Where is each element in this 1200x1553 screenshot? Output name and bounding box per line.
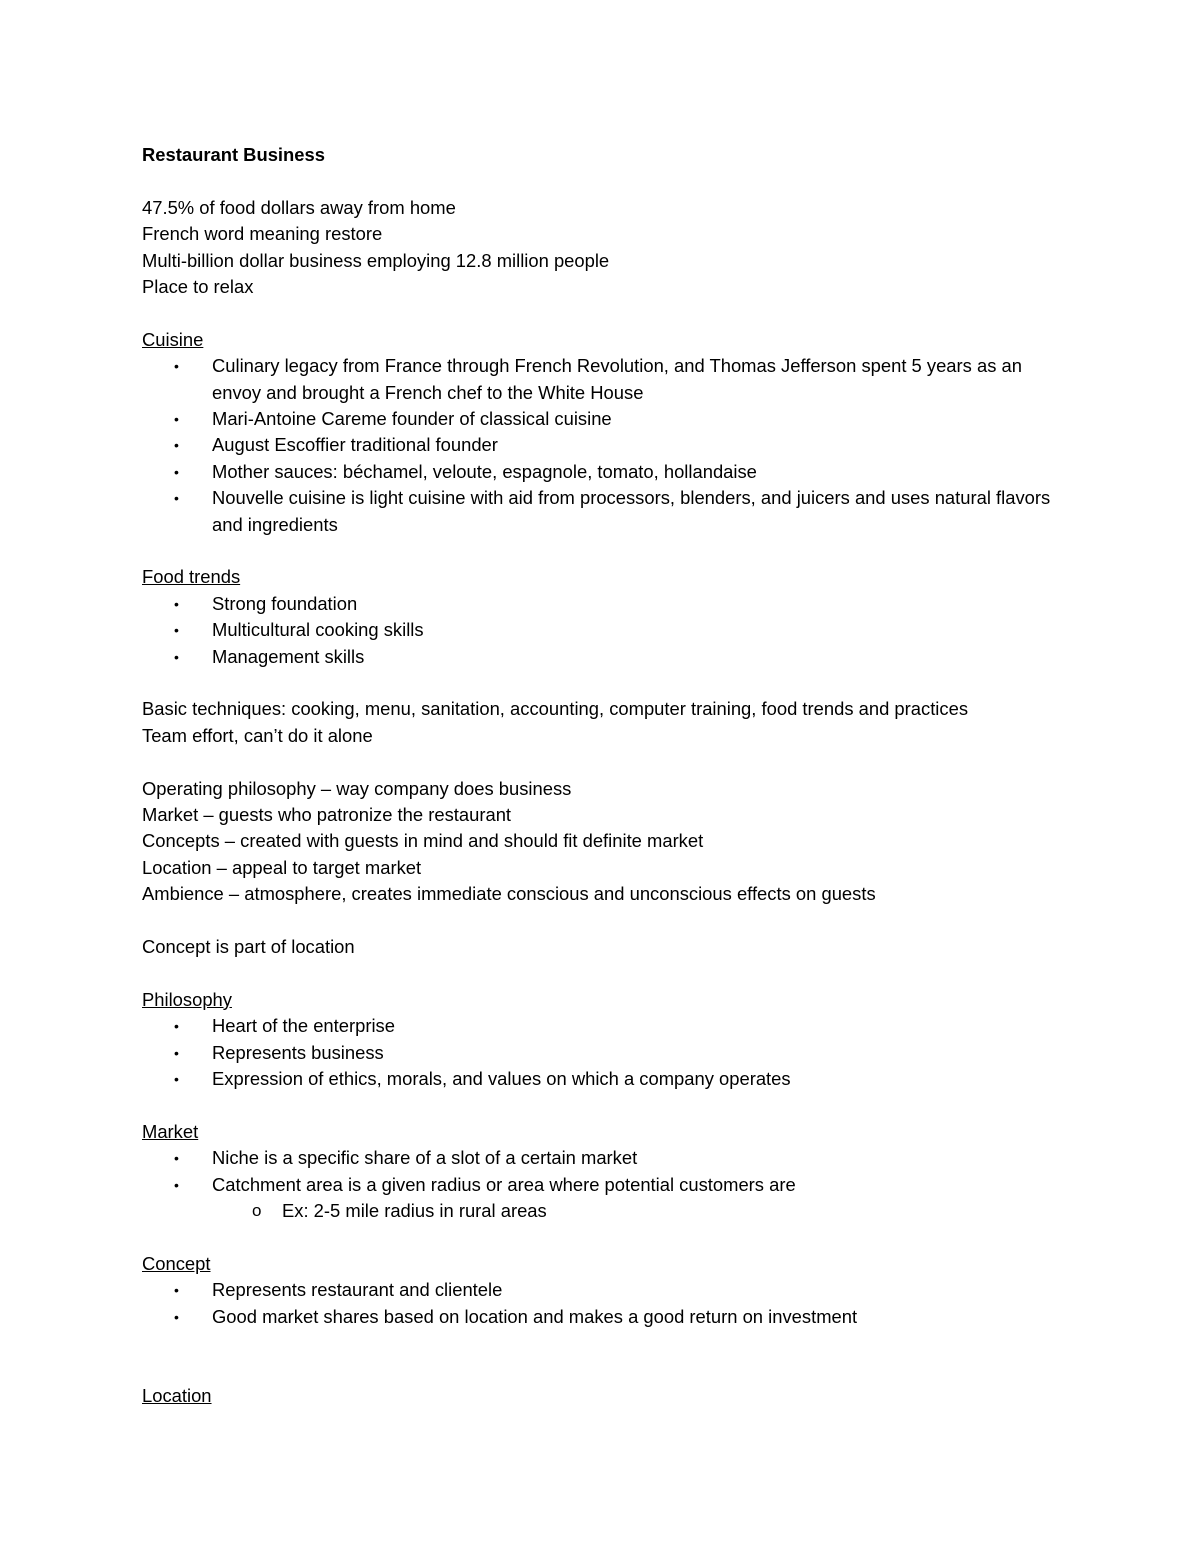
list-item-text: August Escoffier traditional founder — [212, 434, 498, 456]
list-item — [174, 1304, 1072, 1330]
bullet-icon: • — [174, 437, 179, 454]
spacer — [142, 538, 1072, 564]
list-item-text: Management skills — [212, 645, 365, 667]
bullet-icon: • — [174, 1150, 179, 1167]
spacer — [142, 300, 1072, 326]
sub-bullet-icon: o — [252, 1201, 262, 1221]
list-item-text: Mother sauces: béchamel, veloute, espagnole, tomato, hollandaise — [212, 460, 757, 482]
section-heading-philosophy: Philosophy — [142, 988, 232, 1010]
definition-line: Location – appeal to target market — [142, 856, 422, 878]
cuisine-list — [142, 353, 1072, 538]
definition-line: Operating philosophy – way company does business — [142, 777, 572, 799]
basics-block — [142, 696, 1072, 749]
list-item — [174, 1277, 1072, 1303]
definition-line: Market – guests who patronize the restaurant — [142, 804, 512, 826]
list-item-text: Heart of the enterprise — [212, 1015, 395, 1037]
bullet-icon: • — [174, 358, 179, 375]
bullet-icon: • — [174, 1071, 179, 1088]
bullet-icon: • — [174, 1308, 179, 1325]
philosophy-list — [142, 1013, 1072, 1092]
list-item-text: Good market shares based on location and makes a good return on investment — [212, 1305, 858, 1327]
list-item — [174, 1172, 1072, 1225]
list-item — [174, 459, 1072, 485]
list-item-text: Mari-Antoine Careme founder of classical cuisine — [212, 408, 612, 430]
intro-line: Multi-billion dollar business employing 12.8 million people — [142, 249, 610, 271]
bullet-icon: • — [174, 490, 179, 507]
list-item-text: Niche is a specific share of a slot of a certain market — [212, 1147, 638, 1169]
bullet-icon: • — [174, 595, 179, 612]
definition-line: Ambience – atmosphere, creates immediate conscious and unconscious effects on guests — [142, 883, 876, 905]
list-item — [174, 644, 1072, 670]
bullet-icon: • — [174, 1282, 179, 1299]
section-heading-market: Market — [142, 1120, 199, 1142]
section-heading-food-trends: Food trends — [142, 566, 241, 588]
list-item-text: Culinary legacy from France through French Revolution, and Thomas Jefferson spent 5 years as an envoy and brought a French chef to the White House — [212, 355, 1022, 403]
list-item — [174, 1145, 1072, 1171]
concept-list — [142, 1277, 1072, 1330]
list-item — [174, 485, 1052, 538]
paragraph-line: Team effort, can’t do it alone — [142, 724, 373, 746]
bullet-icon: • — [174, 648, 179, 665]
document-page — [142, 142, 1072, 1409]
intro-line: 47.5% of food dollars away from home — [142, 196, 456, 218]
sub-list-item — [252, 1198, 1072, 1224]
list-item — [174, 617, 1072, 643]
bullet-icon: • — [174, 1018, 179, 1035]
list-item-text: Expression of ethics, morals, and values on which a company operates — [212, 1068, 791, 1090]
list-item — [174, 432, 1072, 458]
section-heading-concept: Concept — [142, 1252, 211, 1274]
list-item-text: Catchment area is a given radius or area where potential customers are — [212, 1173, 796, 1195]
list-item — [174, 1013, 1072, 1039]
intro-line: Place to relax — [142, 276, 254, 298]
spacer — [142, 1357, 1072, 1383]
spacer — [142, 908, 1072, 934]
paragraph-line: Basic techniques: cooking, menu, sanitation, accounting, computer training, food trends and practices — [142, 698, 969, 720]
market-list — [142, 1145, 1072, 1224]
food-trends-list — [142, 591, 1072, 670]
list-item-text: Nouvelle cuisine is light cuisine with aid from processors, blenders, and juicers and uses natural flavors and ingredients — [212, 487, 1051, 535]
bullet-icon: • — [174, 622, 179, 639]
list-item — [174, 1066, 1072, 1092]
intro-line: French word meaning restore — [142, 223, 383, 245]
bullet-icon: • — [174, 463, 179, 480]
list-item-text: Represents business — [212, 1041, 384, 1063]
list-item — [174, 406, 1072, 432]
concept-note: Concept is part of location — [142, 936, 355, 958]
spacer — [142, 961, 1072, 987]
sub-list-item-text: Ex: 2-5 mile radius in rural areas — [282, 1200, 547, 1222]
list-item — [174, 1040, 1072, 1066]
definition-line: Concepts – created with guests in mind and should fit definite market — [142, 830, 704, 852]
market-sublist — [212, 1198, 1072, 1224]
spacer — [142, 168, 1072, 194]
list-item-text: Represents restaurant and clientele — [212, 1279, 503, 1301]
spacer — [142, 1225, 1072, 1251]
section-heading-cuisine: Cuisine — [142, 328, 204, 350]
list-item — [174, 591, 1072, 617]
definitions-block — [142, 776, 1072, 908]
spacer — [142, 1093, 1072, 1119]
bullet-icon: • — [174, 1044, 179, 1061]
list-item — [174, 353, 1052, 406]
list-item-text: Multicultural cooking skills — [212, 619, 424, 641]
bullet-icon: • — [174, 411, 179, 428]
list-item-text: Strong foundation — [212, 592, 358, 614]
spacer — [142, 670, 1072, 696]
section-heading-location: Location — [142, 1384, 212, 1406]
spacer — [142, 1330, 1072, 1356]
bullet-icon: • — [174, 1176, 179, 1193]
document-title: Restaurant Business — [142, 144, 325, 165]
spacer — [142, 749, 1072, 775]
intro-block — [142, 195, 1072, 301]
